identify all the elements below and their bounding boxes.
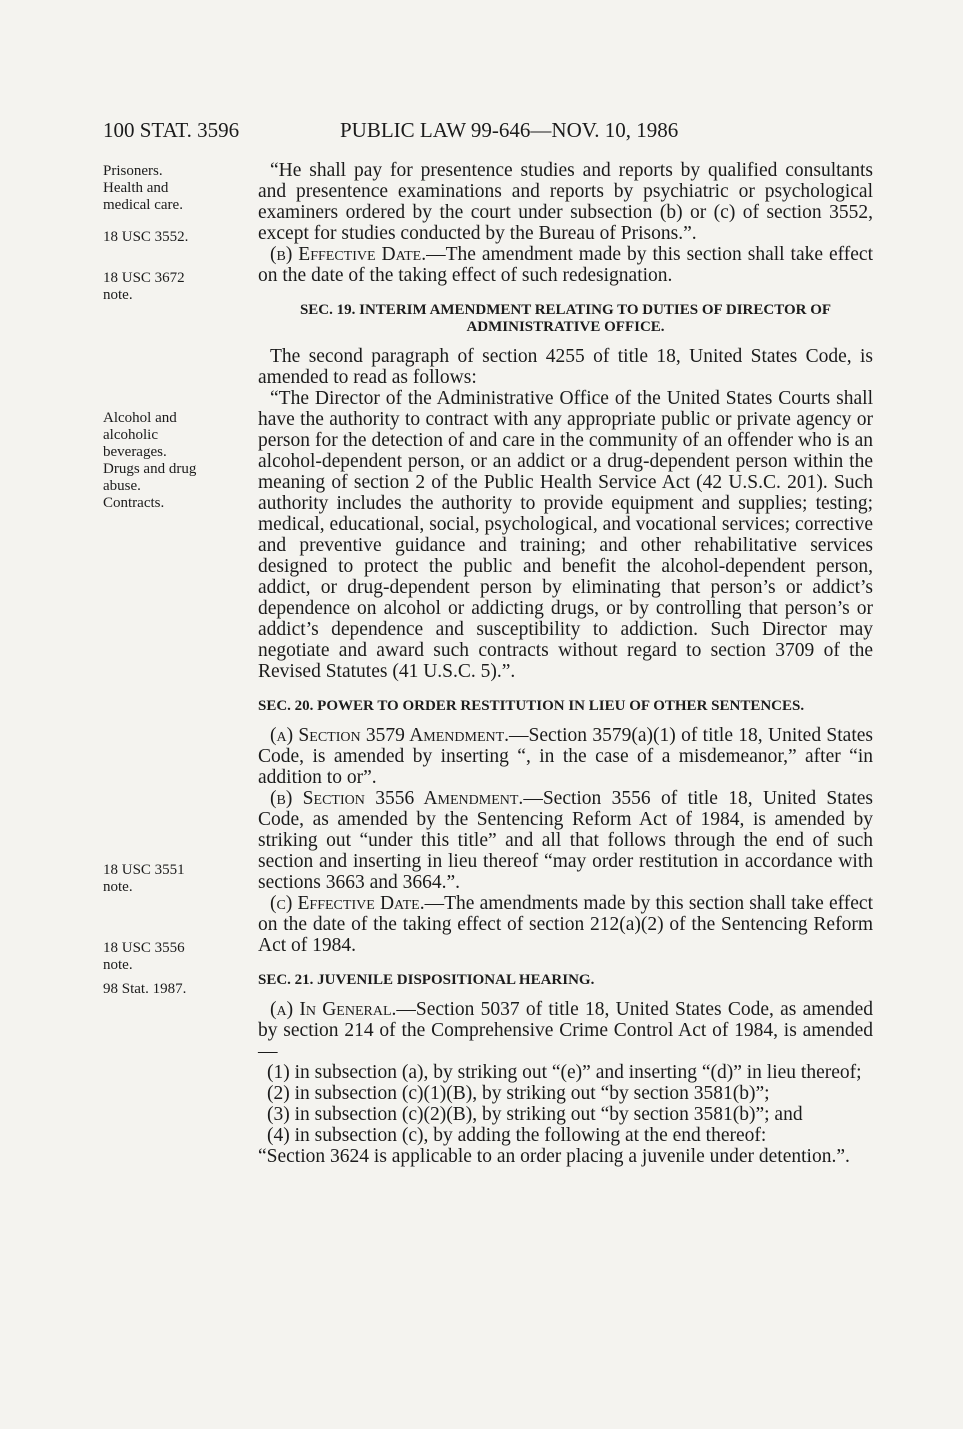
list-item: (1) in subsection (a), by striking out “(e)” and inserting “(d)” in lieu thereof; <box>267 1062 862 1083</box>
margin-note: 18 USC 3552. <box>103 229 189 245</box>
margin-note: 98 Stat. 1987. <box>103 981 187 997</box>
quoted-paragraph: “The Director of the Administrative Office of the United States Courts shall have the authority to contract with any appropriate public or private agency or person for the detection of and care in the community of an offender who is an alcohol-dependent person, or an addict or a drug-dependent person within the meaning of section 2 of the Public Health Service Act (42 U.S.C. 201). Such authority includes the authority to provide equipment and supplies; testing; medical, educational, social, psychological, and vocational services; corrective and preventive guidance and training; and other rehabilitative services designed to protect the public and benefit the alcohol-dependent person, addict, or drug-dependent person by eliminating that person’s or addict’s dependence on alcohol or addicting drugs, or by controlling that person’s or addict’s dependence and susceptibility to addiction. Such Director may negotiate and award such contracts without regard to section 3709 of the Revised Statutes (41 U.S.C. 5).”. <box>258 388 873 682</box>
paragraph: (a) Section 3579 Amendment.—Section 3579(a)(1) of title 18, United States Code, is amended by inserting “, in the case of a misdemeanor,” after “in addition to or”. <box>258 725 873 788</box>
page-number: 100 STAT. 3596 <box>103 118 240 142</box>
paragraph: (a) In General.—Section 5037 of title 18, United States Code, as amended by section 214 of the Comprehensive Crime Control Act of 1984, is amended— <box>258 999 874 1062</box>
paragraph: (b) Section 3556 Amendment.—Section 3556 of title 18, United States Code, as amended by the Sentencing Reform Act of 1984, is amended by striking out “under this title” and all that follows through the end of such section and inserting in lieu thereof “may order restitution in accordance with sections 3663 and 3664.”. <box>258 788 873 893</box>
paragraph: (c) Effective Date.—The amendments made by this section shall take effect on the date of the taking effect of section 212(a)(2) of the Sentencing Reform Act of 1984. <box>258 893 873 956</box>
list-item: (3) in subsection (c)(2)(B), by striking out “by section 3581(b)”; and <box>267 1104 803 1125</box>
subsection-heading: (a) Section 3579 Amendment. <box>270 725 510 746</box>
paragraph: (b) Effective Date.—The amendment made by this section shall take effect on the date of the taking effect of such redesignation. <box>258 244 873 286</box>
section-heading: SEC. 19. INTERIM AMENDMENT RELATING TO DUTIES OF DIRECTOR OF ADMINISTRATIVE OFFICE. <box>299 302 832 335</box>
margin-note: 18 USC 3672 note. <box>103 270 185 303</box>
list-item: (4) in subsection (c), by adding the following at the end thereof: <box>267 1125 767 1146</box>
list-item: (2) in subsection (c)(1)(B), by striking out “by section 3581(b)”; <box>267 1083 770 1104</box>
running-title: PUBLIC LAW 99-646—NOV. 10, 1986 <box>340 118 679 142</box>
statute-body <box>258 160 873 1167</box>
paragraph: The second paragraph of section 4255 of title 18, United States Code, is amended to read as follows: <box>258 346 873 388</box>
margin-note: Prisoners. Health and medical care. <box>103 163 183 213</box>
subsection-heading: (a) In General. <box>270 999 397 1020</box>
paragraph: “He shall pay for presentence studies and reports by qualified consultants and presentence examinations and reports by psychiatric or psychological examiners ordered by the court under subsection (b) or (c) of section 3552, except for studies conducted by the Bureau of Prisons.”. <box>258 160 873 244</box>
subsection-heading: (b) Effective Date. <box>270 244 427 265</box>
quoted-paragraph: “Section 3624 is applicable to an order placing a juvenile under detention.”. <box>258 1146 850 1167</box>
section-heading: SEC. 20. POWER TO ORDER RESTITUTION IN LIEU OF OTHER SENTENCES. <box>258 698 805 714</box>
subsection-heading: (c) Effective Date. <box>270 893 425 914</box>
margin-note: 18 USC 3556 note. <box>103 940 185 973</box>
page-header <box>103 118 873 148</box>
margin-note: Alcohol and alcoholic beverages. Drugs and drug abuse. Contracts. <box>103 410 197 511</box>
margin-note: 18 USC 3551 note. <box>103 862 185 895</box>
section-heading: SEC. 21. JUVENILE DISPOSITIONAL HEARING. <box>258 972 595 988</box>
subsection-heading: (b) Section 3556 Amendment. <box>270 788 524 809</box>
